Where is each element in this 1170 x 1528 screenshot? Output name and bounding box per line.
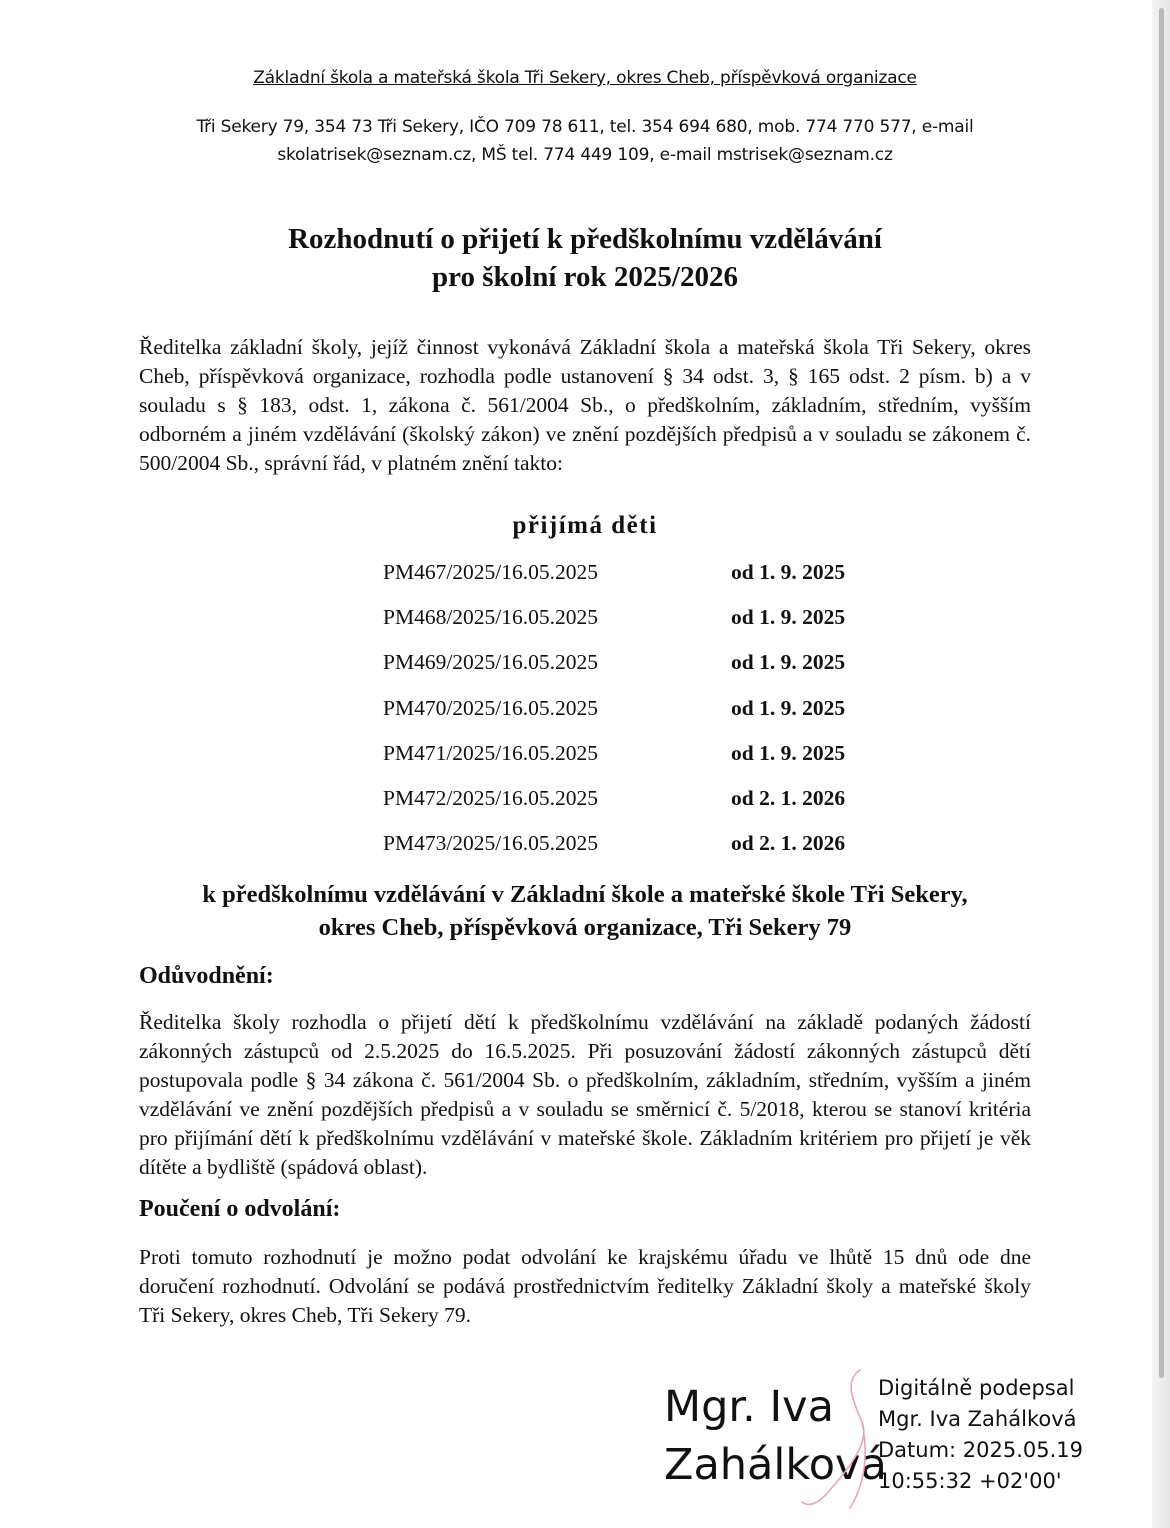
- reason-paragraph: Ředitelka školy rozhodla o přijetí dětí k předškolnímu vzdělávání na základě podaných žádostí zákonných zástupců od 2.5.2025 do 16.5.2025. Při posuzování žádostí zákonných zástupců dětí postupovala podle § 34 zákona č. 561/2004 Sb. o předškolním, základním, středním, vyšším a jiném vzdělávání ve znění pozdějších předpisů a v souladu se směrnicí č. 5/2018, kterou se stanoví kritéria pro přijímání dětí k předškolnímu vzdělávání v mateřské škole. Základním kritériem pro přijetí je věk dítěte a bydliště (spádová oblast).: [139, 1010, 1031, 1179]
- decision-date: od 1. 9. 2025: [731, 650, 846, 675]
- accepts-heading: přijímá děti: [512, 512, 658, 539]
- appeal-heading: Poučení o odvolání:: [139, 1196, 341, 1222]
- signature-details: [878, 1373, 1083, 1497]
- signature-meta-line-2: Mgr. Iva Zahálková: [878, 1407, 1077, 1431]
- decision-ref: PM472/2025/16.05.2025: [383, 785, 599, 810]
- decision-ref: PM469/2025/16.05.2025: [383, 650, 599, 675]
- target-school: [0, 878, 1170, 944]
- decision-date: od 1. 9. 2025: [731, 695, 846, 720]
- decision-date: od 1. 9. 2025: [731, 740, 846, 765]
- reason-heading: Odůvodnění:: [139, 963, 274, 989]
- contact-line-1: Tři Sekery 79, 354 73 Tři Sekery, IČO 709 78 611, tel. 354 694 680, mob. 774 770 577, e-mail: [196, 117, 974, 137]
- decision-row: [0, 741, 1170, 786]
- signature-meta-line-1: Digitálně podepsal: [878, 1376, 1075, 1400]
- school-contact: [0, 113, 1170, 169]
- decision-list: [0, 560, 1170, 876]
- decision-date: od 2. 1. 2026: [731, 785, 846, 810]
- signature-meta-line-3: Datum: 2025.05.19: [878, 1438, 1084, 1462]
- vertical-scrollbar[interactable]: [1152, 0, 1170, 1528]
- document-title: [0, 220, 1170, 296]
- title-line-2: pro školní rok 2025/2026: [432, 261, 738, 293]
- decision-ref: PM467/2025/16.05.2025: [383, 560, 599, 584]
- decision-ref: PM470/2025/16.05.2025: [383, 695, 599, 720]
- target-school-line-2: okres Cheb, příspěvková organizace, Tři Sekery 79: [318, 914, 852, 941]
- decision-row: [0, 831, 1170, 876]
- decision-row: [0, 605, 1170, 650]
- intro-paragraph: Ředitelka základní školy, jejíž činnost vykonává Základní škola a mateřská škola Tři Sekery, okres Cheb, příspěvková organizace, rozhodla podle ustanovení § 34 odst. 3, § 165 odst. 2 písm. b) a v souladu s § 183, odst. 1, zákona č. 561/2004 Sb., o předškolním, základním, středním, vyšším odborném a jiném vzdělávání (školský zákon) ve znění pozdějších předpisů a v souladu se zákonem č. 500/2004 Sb., správní řád, v platném znění takto:: [139, 335, 1031, 475]
- signature-name-line-2: Zahálková: [664, 1440, 887, 1490]
- signature-name-line-1: Mgr. Iva: [664, 1382, 834, 1432]
- decision-ref: PM468/2025/16.05.2025: [383, 605, 599, 630]
- decision-date: od 2. 1. 2026: [731, 831, 846, 856]
- signature-meta-line-4: 10:55:32 +02'00': [878, 1469, 1062, 1493]
- target-school-line-1: k předškolnímu vzdělávání v Základní škole a mateřské škole Tři Sekery,: [202, 881, 968, 908]
- decision-ref: PM473/2025/16.05.2025: [383, 831, 599, 856]
- decision-date: od 1. 9. 2025: [731, 560, 846, 584]
- signature-mark-icon: [790, 1362, 880, 1512]
- decision-row: [0, 786, 1170, 831]
- decision-ref: PM471/2025/16.05.2025: [383, 740, 599, 765]
- contact-line-2: skolatrisek@seznam.cz, MŠ tel. 774 449 109, e-mail mstrisek@seznam.cz: [277, 145, 893, 165]
- scrollbar-thumb[interactable]: [1159, 8, 1164, 1378]
- decision-date: od 1. 9. 2025: [731, 605, 846, 630]
- decision-row: [0, 560, 1170, 605]
- title-line-1: Rozhodnutí o přijetí k předškolnímu vzdělávání: [288, 223, 882, 255]
- decision-row: [0, 650, 1170, 695]
- decision-row: [0, 696, 1170, 741]
- school-header: Základní škola a mateřská škola Tři Sekery, okres Cheb, příspěvková organizace: [253, 68, 917, 88]
- appeal-paragraph: Proti tomuto rozhodnutí je možno podat odvolání ke krajskému úřadu ve lhůtě 15 dnů ode dne doručení rozhodnutí. Odvolání se podává prostřednictvím ředitelky Základní školy a mateřské školy Tři Sekery, okres Cheb, Tři Sekery 79.: [139, 1245, 1031, 1327]
